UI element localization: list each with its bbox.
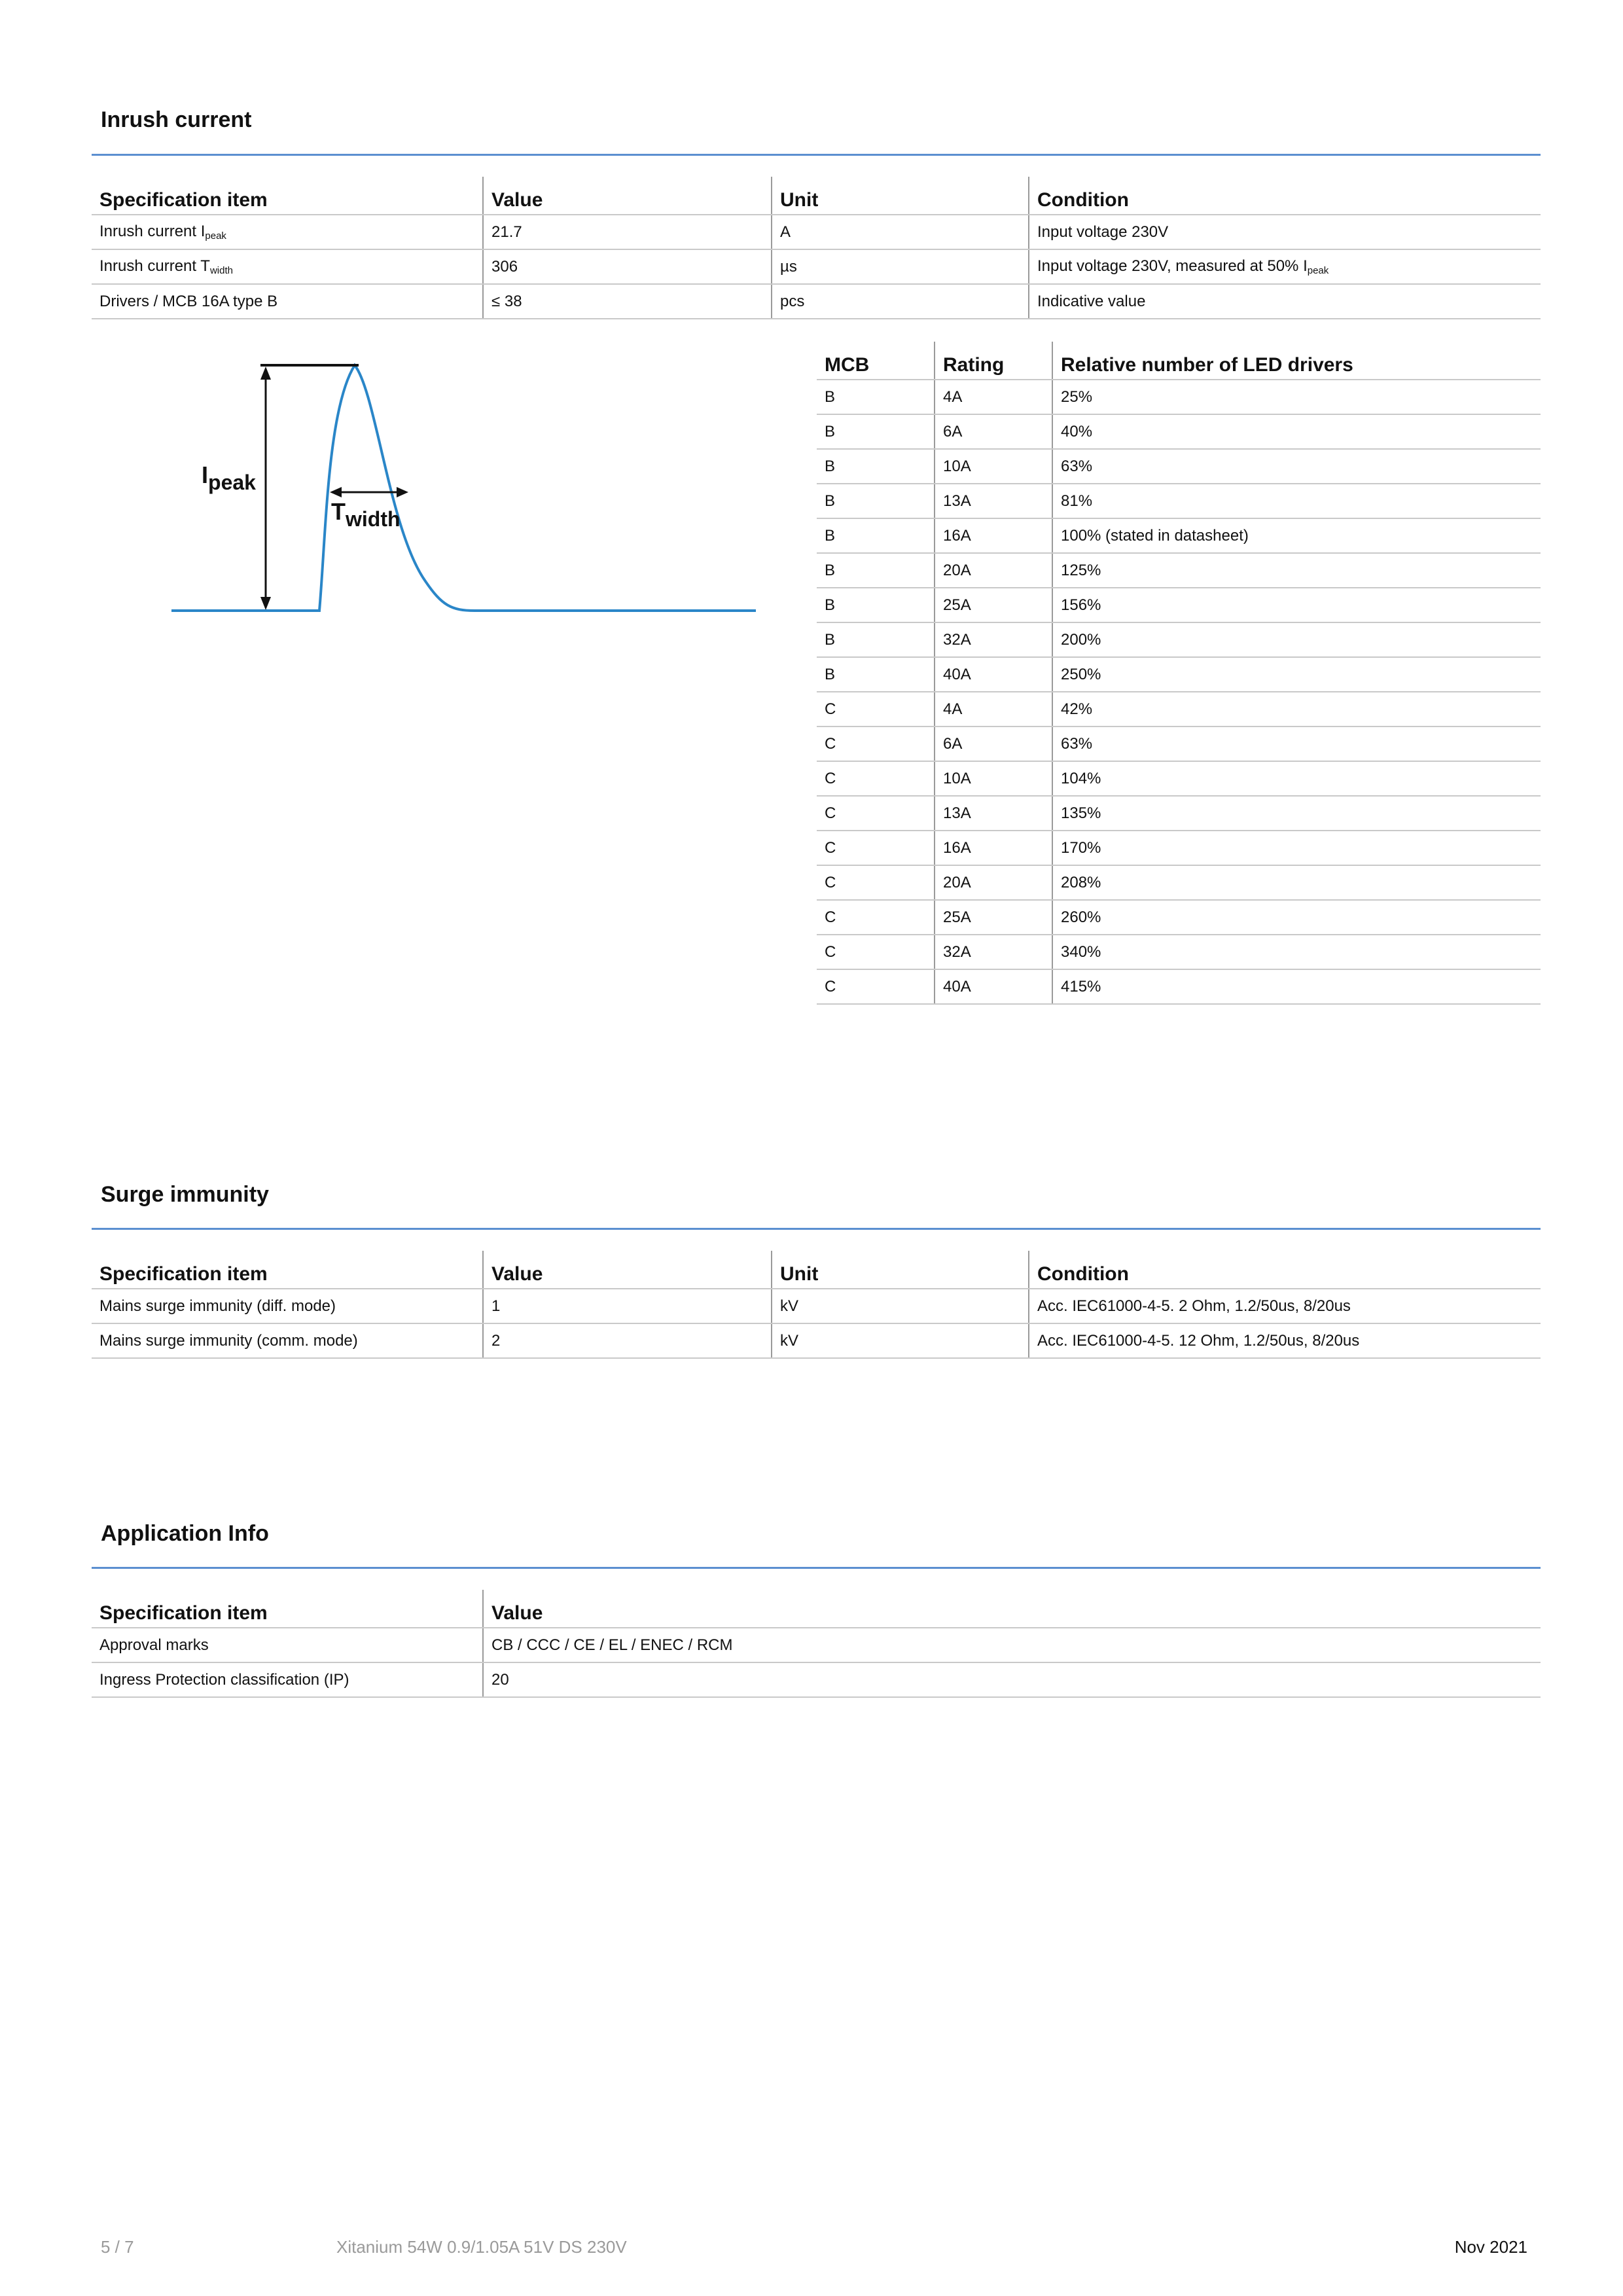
mcb-type-cell: B <box>817 380 935 414</box>
table-row <box>817 449 1541 484</box>
table-row <box>817 900 1541 935</box>
value-cell: 2 <box>483 1323 772 1358</box>
value-cell: 21.7 <box>483 215 772 249</box>
unit-cell: µs <box>772 249 1029 284</box>
mcb-type-cell: B <box>817 449 935 484</box>
table-row <box>817 622 1541 657</box>
mcb-type-cell: C <box>817 969 935 1004</box>
table-row <box>92 284 1541 319</box>
relative-number-cell: 125% <box>1052 553 1541 588</box>
rating-cell: 40A <box>935 969 1052 1004</box>
header-value: Value <box>483 177 772 215</box>
relative-number-cell: 42% <box>1052 692 1541 726</box>
relative-number-cell: 63% <box>1052 449 1541 484</box>
table-row <box>817 761 1541 796</box>
table-row <box>817 518 1541 553</box>
value-cell: 1 <box>483 1289 772 1323</box>
spec-item-cell: Inrush current $T_{width}$ <box>92 249 483 284</box>
inrush-divider <box>92 154 1541 156</box>
inrush-section-title: Inrush current <box>101 107 252 132</box>
table-header-row <box>92 1251 1541 1289</box>
rating-cell: 4A <box>935 380 1052 414</box>
mcb-type-cell: C <box>817 726 935 761</box>
table-row <box>817 380 1541 414</box>
table-row <box>92 1662 1541 1697</box>
rating-cell: 13A <box>935 796 1052 831</box>
relative-number-cell: 208% <box>1052 865 1541 900</box>
rating-cell: 20A <box>935 553 1052 588</box>
table-row <box>817 553 1541 588</box>
mcb-type-cell: B <box>817 588 935 622</box>
table-row <box>92 1628 1541 1662</box>
mcb-type-cell: B <box>817 622 935 657</box>
header-condition: Condition <box>1029 1251 1541 1289</box>
relative-number-cell: 260% <box>1052 900 1541 935</box>
rating-cell: 10A <box>935 449 1052 484</box>
ipeak-arrow-head-up <box>260 367 271 380</box>
table-row <box>817 935 1541 969</box>
table-row <box>817 726 1541 761</box>
spec-item-cell: Inrush current $I_{peak}$ <box>92 215 483 249</box>
table-row <box>817 657 1541 692</box>
relative-number-cell: 200% <box>1052 622 1541 657</box>
condition-cell: Input voltage 230V, measured at 50% $I_{peak}$ <box>1029 249 1541 284</box>
rating-cell: 20A <box>935 865 1052 900</box>
relative-number-cell: 100% (stated in datasheet) <box>1052 518 1541 553</box>
header-specification-item: Specification item <box>92 1590 483 1628</box>
table-header-row <box>92 177 1541 215</box>
condition-cell: Input voltage 230V <box>1029 215 1541 249</box>
header-specification-item: Specification item <box>92 1251 483 1289</box>
footer-date: Nov 2021 <box>1454 2237 1527 2257</box>
ipeak-label: Ipeak <box>202 461 256 494</box>
mcb-type-cell: C <box>817 796 935 831</box>
table-row <box>92 1323 1541 1358</box>
rating-cell: 13A <box>935 484 1052 518</box>
relative-number-cell: 156% <box>1052 588 1541 622</box>
inrush-waveform-curve <box>171 365 756 611</box>
table-row <box>817 969 1541 1004</box>
rating-cell: 16A <box>935 831 1052 865</box>
rating-cell: 32A <box>935 622 1052 657</box>
rating-cell: 6A <box>935 726 1052 761</box>
footer-product-name: Xitanium 54W 0.9/1.05A 51V DS 230V <box>336 2237 627 2257</box>
relative-number-cell: 170% <box>1052 831 1541 865</box>
header-unit: Unit <box>772 177 1029 215</box>
header-mcb: MCB <box>817 342 935 380</box>
unit-cell: pcs <box>772 284 1029 319</box>
relative-number-cell: 104% <box>1052 761 1541 796</box>
table-row <box>92 1289 1541 1323</box>
table-row <box>817 588 1541 622</box>
surge-divider <box>92 1228 1541 1230</box>
table-row <box>92 249 1541 284</box>
spec-item-cell: Mains surge immunity (diff. mode) <box>92 1289 483 1323</box>
unit-cell: kV <box>772 1323 1029 1358</box>
mcb-type-cell: B <box>817 553 935 588</box>
table-header-row <box>92 1590 1541 1628</box>
table-row <box>817 414 1541 449</box>
table-header-row <box>817 342 1541 380</box>
mcb-type-cell: C <box>817 692 935 726</box>
mcb-type-cell: B <box>817 414 935 449</box>
mcb-type-cell: B <box>817 484 935 518</box>
relative-number-cell: 63% <box>1052 726 1541 761</box>
condition-cell: Indicative value <box>1029 284 1541 319</box>
surge-table <box>92 1251 1541 1359</box>
rating-cell: 32A <box>935 935 1052 969</box>
application-section-title: Application Info <box>101 1521 269 1546</box>
spec-item-cell: Approval marks <box>92 1628 483 1662</box>
condition-cell: Acc. IEC61000-4-5. 12 Ohm, 1.2/50us, 8/20us <box>1029 1323 1541 1358</box>
twidth-arrow-head-left <box>330 487 342 497</box>
value-cell: 20 <box>483 1662 1541 1697</box>
rating-cell: 6A <box>935 414 1052 449</box>
relative-number-cell: 340% <box>1052 935 1541 969</box>
table-row <box>817 692 1541 726</box>
mcb-type-cell: C <box>817 935 935 969</box>
mcb-table <box>817 342 1541 1005</box>
footer-page-number: 5 / 7 <box>101 2237 134 2257</box>
header-condition: Condition <box>1029 177 1541 215</box>
relative-number-cell: 135% <box>1052 796 1541 831</box>
rating-cell: 10A <box>935 761 1052 796</box>
header-value: Value <box>483 1251 772 1289</box>
header-rating: Rating <box>935 342 1052 380</box>
surge-section-title: Surge immunity <box>101 1182 269 1207</box>
rating-cell: 4A <box>935 692 1052 726</box>
rating-cell: 25A <box>935 900 1052 935</box>
table-row <box>92 215 1541 249</box>
spec-item-cell: Drivers / MCB 16A type B <box>92 284 483 319</box>
mcb-type-cell: C <box>817 865 935 900</box>
twidth-arrow-head-right <box>397 487 408 497</box>
header-unit: Unit <box>772 1251 1029 1289</box>
twidth-label: Twidth <box>331 498 401 531</box>
mcb-type-cell: B <box>817 657 935 692</box>
header-specification-item: Specification item <box>92 177 483 215</box>
unit-cell: kV <box>772 1289 1029 1323</box>
mcb-type-cell: B <box>817 518 935 553</box>
header-relative-number: Relative number of LED drivers <box>1052 342 1541 380</box>
spec-item-cell: Ingress Protection classification (IP) <box>92 1662 483 1697</box>
application-table <box>92 1590 1541 1698</box>
rating-cell: 16A <box>935 518 1052 553</box>
spec-item-cell: Mains surge immunity (comm. mode) <box>92 1323 483 1358</box>
header-value: Value <box>483 1590 1541 1628</box>
mcb-type-cell: C <box>817 900 935 935</box>
table-row <box>817 831 1541 865</box>
mcb-type-cell: C <box>817 831 935 865</box>
value-cell: 306 <box>483 249 772 284</box>
value-cell: ≤ 38 <box>483 284 772 319</box>
value-cell: CB / CCC / CE / EL / ENEC / RCM <box>483 1628 1541 1662</box>
rating-cell: 40A <box>935 657 1052 692</box>
condition-cell: Acc. IEC61000-4-5. 2 Ohm, 1.2/50us, 8/20us <box>1029 1289 1541 1323</box>
inrush-waveform-diagram <box>164 353 766 628</box>
relative-number-cell: 250% <box>1052 657 1541 692</box>
ipeak-arrow-head-down <box>260 597 271 610</box>
application-divider <box>92 1567 1541 1569</box>
relative-number-cell: 81% <box>1052 484 1541 518</box>
rating-cell: 25A <box>935 588 1052 622</box>
relative-number-cell: 40% <box>1052 414 1541 449</box>
relative-number-cell: 25% <box>1052 380 1541 414</box>
table-row <box>817 484 1541 518</box>
inrush-table <box>92 177 1541 319</box>
relative-number-cell: 415% <box>1052 969 1541 1004</box>
table-row <box>817 865 1541 900</box>
mcb-type-cell: C <box>817 761 935 796</box>
table-row <box>817 796 1541 831</box>
unit-cell: A <box>772 215 1029 249</box>
